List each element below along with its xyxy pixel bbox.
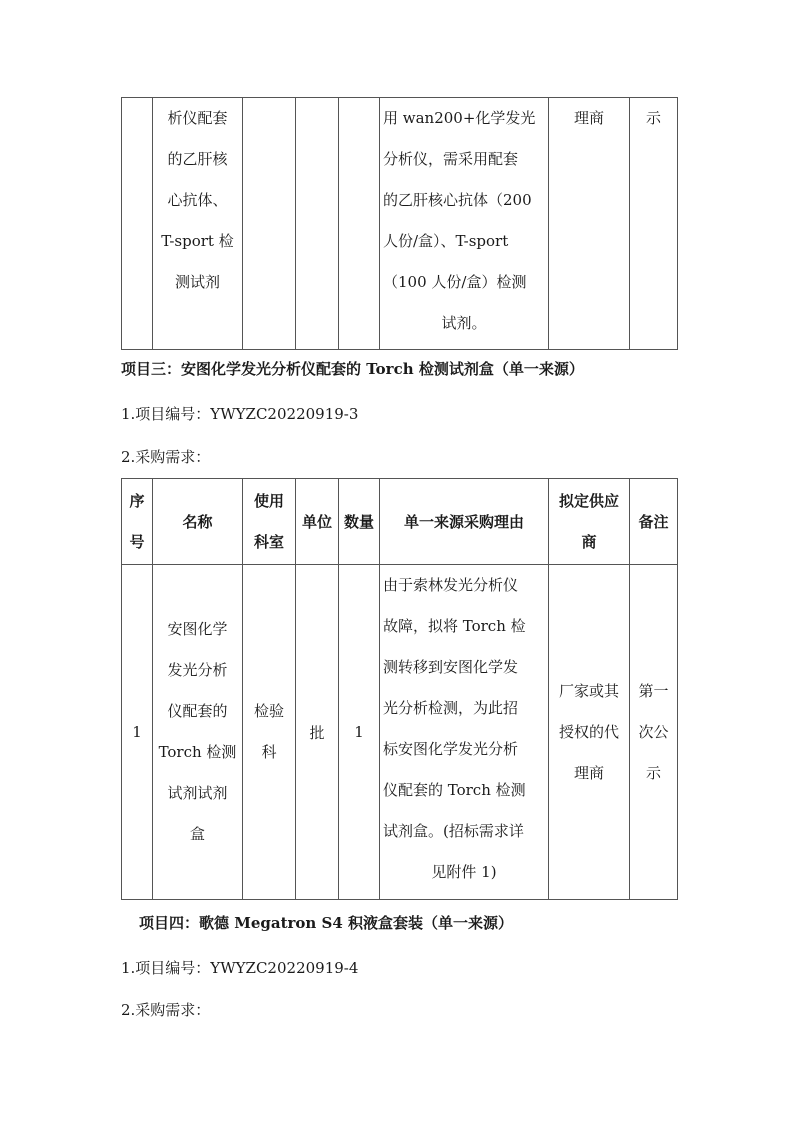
procurement-table: [121, 478, 678, 900]
header-remark: 备注: [630, 479, 678, 565]
header-reason: 单一来源采购理由: [380, 479, 549, 565]
row-qty: 1: [339, 565, 380, 900]
row-supplier: 厂家或其 授权的代 理商: [549, 565, 630, 900]
project3-heading: 项目三：安图化学发光分析仪配套的 Torch 检测试剂盒（单一来源）: [121, 360, 584, 378]
project3-requirement: 2.采购需求：: [121, 448, 211, 466]
reason-cell: 用 wan200+化学发光 分析仪，需采用配套 的乙肝核心抗体（200 人份/盒）、T-sport （100 人份/盒）检测 试剂。: [380, 98, 549, 350]
project4-number: 1.项目编号：YWYZC20220919-4: [121, 959, 359, 977]
unit-cell: [296, 98, 339, 350]
project4-requirement: 2.采购需求：: [121, 1001, 211, 1019]
dept-cell: [243, 98, 296, 350]
row-name: 安图化学 发光分析 仪配套的 Torch 检测 试剂试剂 盒: [153, 565, 243, 900]
row-reason: 由于索林发光分析仪 故障，拟将 Torch 检 测转移到安图化学发 光分析检测，为此招 标安图化学发光分析 仪配套的 Torch 检测 试剂盒。(招标需求详 见附件 1): [380, 565, 549, 900]
remark-cell: 示: [630, 98, 678, 350]
header-unit: 单位: [296, 479, 339, 565]
qty-cell: [339, 98, 380, 350]
project4-heading: 项目四：歌德 Megatron S4 积液盒套装（单一来源）: [139, 914, 514, 932]
header-seq: 序 号: [122, 479, 153, 565]
table-row: [122, 565, 678, 900]
seq-cell: [122, 98, 153, 350]
row-dept: 检验 科: [243, 565, 296, 900]
supplier-cell: 理商: [549, 98, 630, 350]
header-qty: 数量: [339, 479, 380, 565]
name-cell: 析仪配套 的乙肝核 心抗体、 T-sport 检 测试剂: [153, 98, 243, 350]
continuation-table: [121, 97, 678, 350]
row-seq: 1: [122, 565, 153, 900]
header-name: 名称: [153, 479, 243, 565]
header-supplier: 拟定供应 商: [549, 479, 630, 565]
row-remark: 第一 次公 示: [630, 565, 678, 900]
table-row: [122, 98, 678, 350]
header-dept: 使用 科室: [243, 479, 296, 565]
row-unit: 批: [296, 565, 339, 900]
project3-number: 1.项目编号：YWYZC20220919-3: [121, 405, 359, 423]
header-row: [122, 479, 678, 565]
